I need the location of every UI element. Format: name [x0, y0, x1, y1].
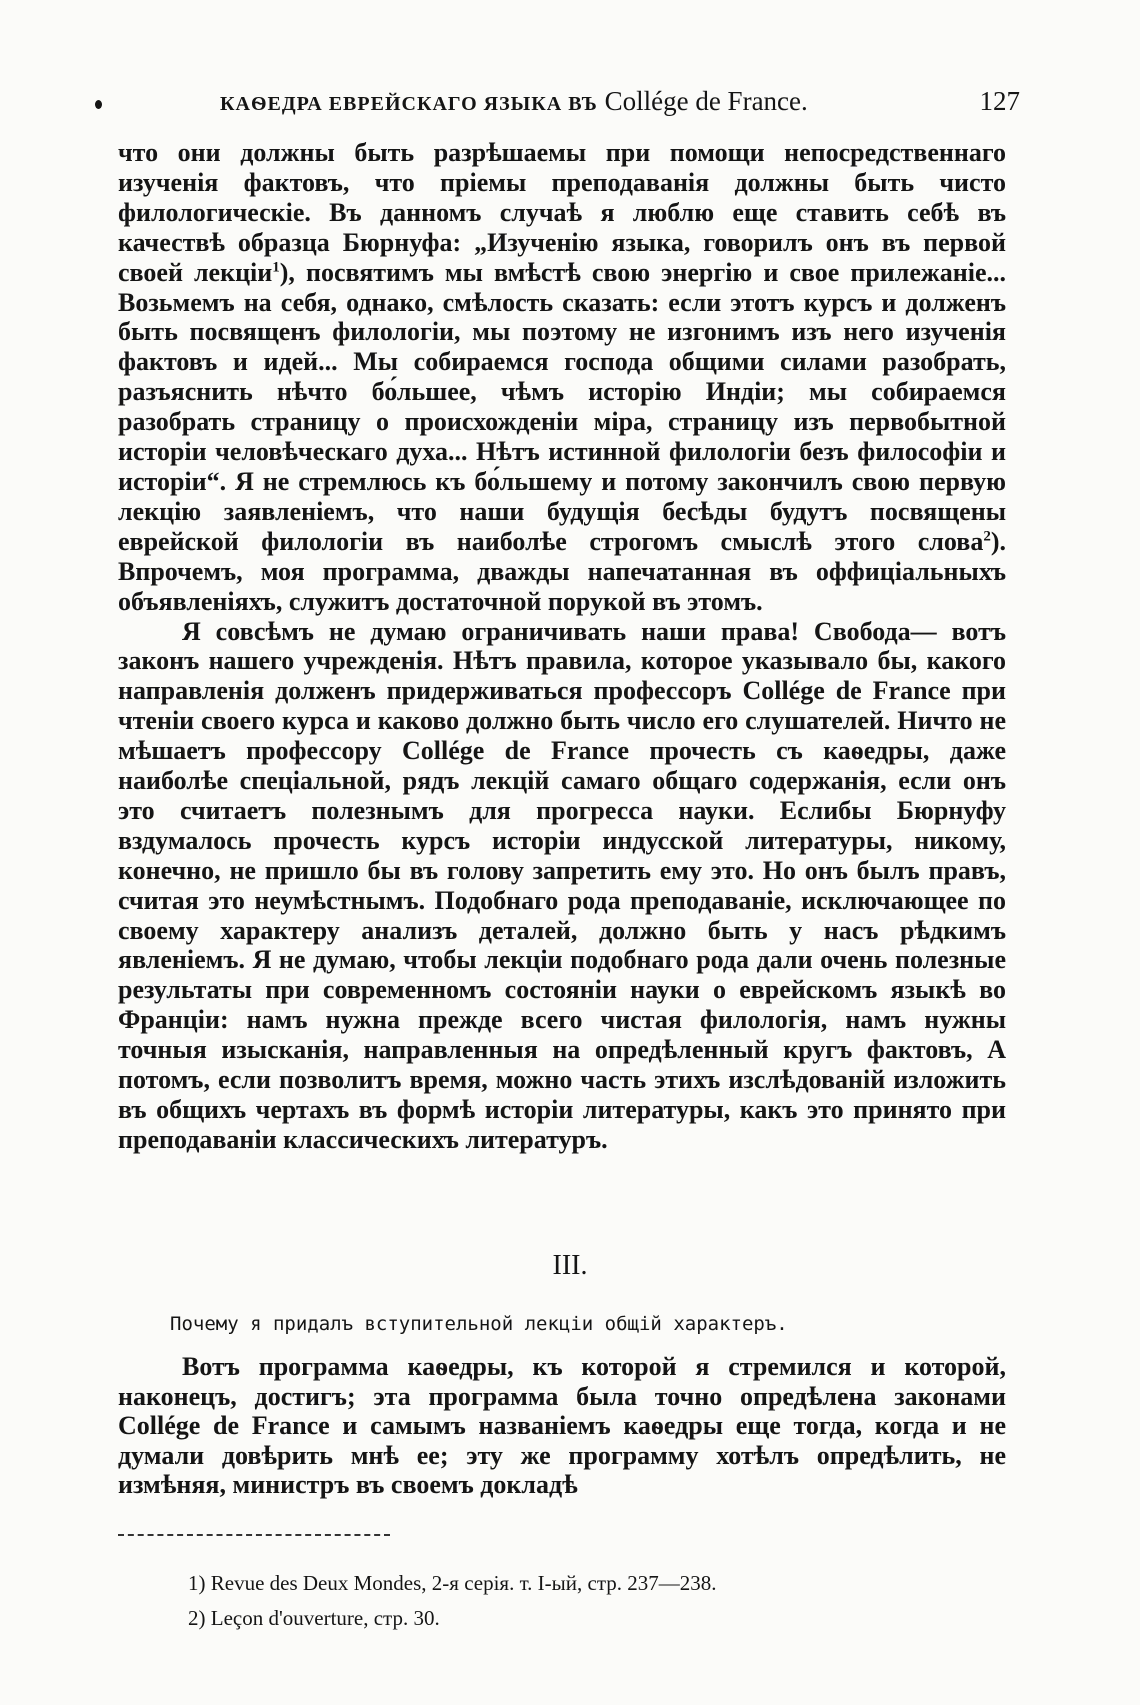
- footnote-2: [188, 1601, 717, 1636]
- paragraph-3: Вотъ программа каѳедры, къ которой я стремился и которой, наконецъ, достигъ; эта программа была точно опредѣлена законами Collége de France и самымъ названіемъ каѳедры еще тогда, когда и не думали довѣрить мнѣ ее; эту же программу хотѣлъ опредѣлить, не измѣняя, министръ въ своемъ докладѣ: [118, 1352, 1006, 1500]
- footnote-ref-2: 2: [983, 528, 991, 545]
- footnote-2-mark: 2): [188, 1606, 206, 1630]
- footnote-1-text: Revue des Deux Mondes, 2-я серія. т. I-ый, стр. 237—238.: [210, 1571, 717, 1595]
- footnote-2-text: Leçon d'ouverture, стр. 30.: [210, 1606, 440, 1630]
- footnote-separator: [118, 1534, 390, 1536]
- footnote-1-mark: 1): [188, 1571, 206, 1595]
- paragraph-2: Я совсѣмъ не думаю ограничивать наши права! Свобода— вотъ законъ нашего учрежденія. Нѣтъ правила, которое указывало бы, какого направленія долженъ придерживаться профессоръ Collége de France при чтеніи своего курса и каково должно быть число его слушателей. Ничто не мѣшаетъ профессору Collége de France прочесть съ каѳедры, даже наиболѣе спеціальной, рядъ лекцій самаго общаго содержанія, если онъ это считаетъ полезнымъ для прогресса науки. Еслибы Бюрнуфу вздумалось прочесть курсъ исторіи индусской литературы, никому, конечно, не пришло бы въ голову запретить ему это. Но онъ былъ правъ, считая это неумѣстнымъ. Подобнаго рода преподаваніе, исключающее по своему характеру анализъ деталей, должно быть у насъ рѣдкимъ явленіемъ. Я не думаю, чтобы лекціи подобнаго рода дали очень полезные результаты при современномъ состояніи науки о еврейскомъ языкѣ во Франціи: намъ нужна прежде всего чистая филологія, намъ нужны точныя изысканія, направленныя на опредѣленный кругъ фактовъ, А потомъ, если позволитъ время, можно часть этихъ изслѣдованій изложить въ общихъ чертахъ въ формѣ исторіи литературы, какъ это принято при преподаваніи классическихъ литературъ.: [118, 616, 1006, 1154]
- margin-mark: [95, 100, 102, 109]
- footnote-ref-1: 1: [272, 258, 280, 275]
- paragraph-1: [118, 138, 1006, 617]
- section-title: Почему я придалъ вступительной лекціи общій характеръ.: [170, 1313, 788, 1335]
- main-text: [118, 138, 1006, 1155]
- paragraph-1-part-b: ), посвятимъ мы вмѣстѣ свою энергію и свое прилежаніе... Возьмемъ на себя, однако, смѣлость сказать: если этотъ курсъ и долженъ быть посвященъ филологіи, мы поэтому не изгонимъ изъ него изученія фактовъ и идей... Мы собираемся господа общими силами разобрать, разъяснить нѣчто бо́льшее, чѣмъ исторію Индіи; мы собираемся разобрать страницу о происхожденіи міра, страницу изъ первобытной исторіи человѣческаго духа... Нѣтъ истинной филологіи безъ философіи и исторіи“. Я не стремлюсь къ бо́льшему и потому закончилъ свою первую лекцію заявленіемъ, что наши будущія бесѣды будутъ посвящены еврейской филологіи въ наиболѣе строгомъ смыслѣ этого слова: [118, 257, 1006, 556]
- running-title: [220, 84, 808, 121]
- footnote-1: [188, 1566, 717, 1601]
- running-title-caps: КАѲЕДРА ЕВРЕЙСКАГО ЯЗЫКА ВЪ: [220, 93, 598, 115]
- section-number: III.: [552, 1250, 588, 1281]
- running-title-tail: Collége de France.: [604, 86, 808, 116]
- paragraph-1-part-c: ). Впрочемъ, моя программа, дважды напечатанная въ оффиціальныхъ объявленіяхъ, служитъ достаточной порукой въ этомъ.: [118, 526, 1006, 616]
- footnotes: [188, 1566, 717, 1636]
- page-number: 127: [979, 86, 1020, 116]
- paragraph-1-part-a: что они должны быть разрѣшаемы при помощи непосредственнаго изученія фактовъ, что пріемы преподаванія должны быть чисто филологическіе. Въ данномъ случаѣ я люблю еще ставить себѣ въ качествѣ образца Бюрнуфа: „Изученію языка, говорилъ онъ въ первой своей лекціи: [118, 138, 1006, 287]
